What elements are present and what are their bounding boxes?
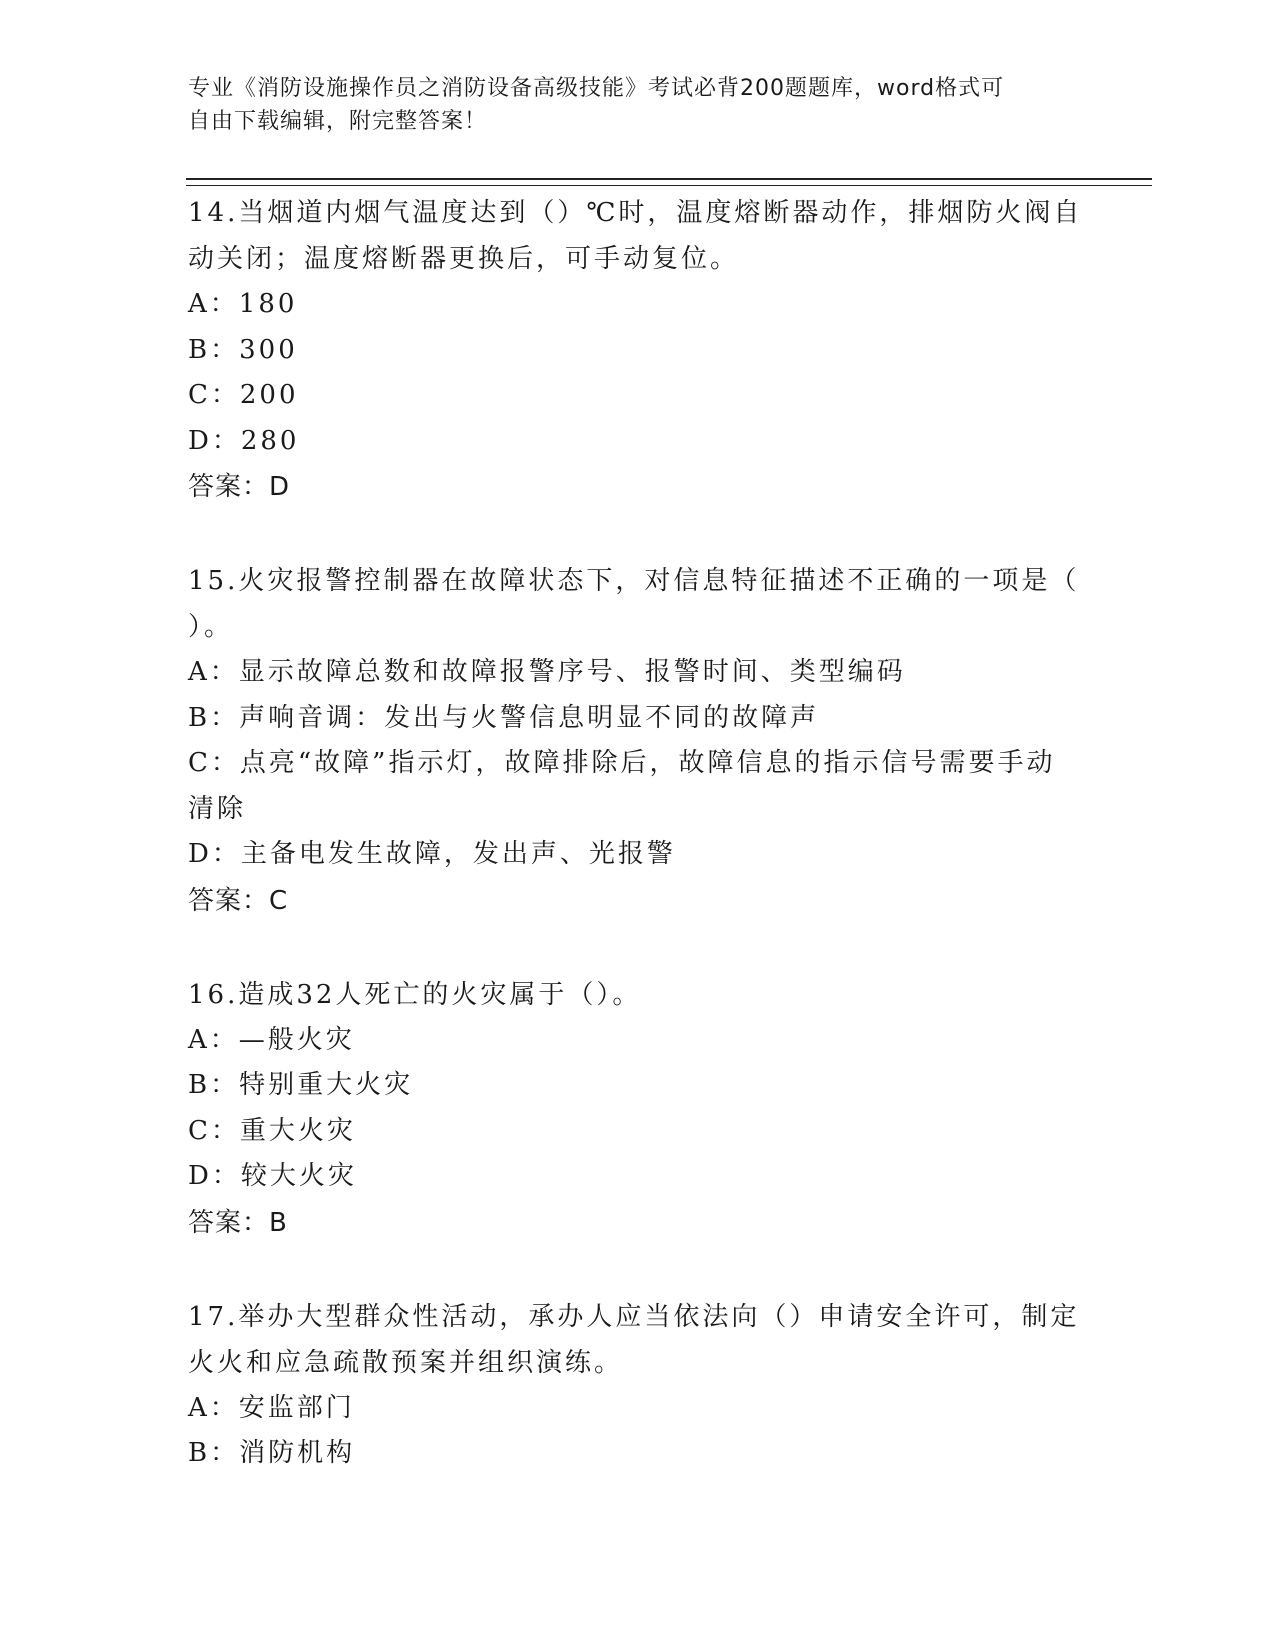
question-stem-line: 动关闭；温度熔断器更换后，可手动复位。	[188, 244, 740, 274]
option-a: A：安监部门	[188, 1392, 355, 1423]
option-d: D：主备电发生故障，发出声、光报警	[188, 839, 676, 869]
question-15	[188, 558, 1088, 924]
option-b: B：300	[188, 334, 298, 365]
answer-label: 答案：	[188, 885, 270, 916]
answer-line	[188, 464, 1088, 510]
option-d: D：较大火灾	[188, 1161, 357, 1191]
answer-label: 答案：	[188, 1207, 270, 1238]
question-stem-line: 17.举办大型群众性活动，承办人应当依法向（）申请安全许可，制定	[188, 1301, 1080, 1332]
answer-line	[188, 1200, 1088, 1246]
option-c: C：点亮“故障”指示灯，故障排除后，故障信息的指示信号需要手动	[188, 748, 1056, 778]
question-stem-line: 14.当烟道内烟气温度达到（）℃时，温度熔断器动作，排烟防火阀自	[188, 198, 1083, 228]
option-a: A：显示故障总数和故障报警序号、报警时间、类型编码	[188, 657, 906, 687]
option-c-continued: 清除	[188, 793, 247, 824]
option-b: B：消防机构	[188, 1438, 356, 1468]
question-stem-line: 16.造成32人死亡的火灾属于（）。	[188, 979, 642, 1010]
answer-label: 答案：	[188, 472, 270, 502]
header-line-1: 专业《消防设施操作员之消防设备高级技能》考试必背200题题库，word格式可	[188, 76, 1005, 101]
header-divider	[186, 178, 1152, 186]
question-stem-line: 15.火灾报警控制器在故障状态下，对信息特征描述不正确的一项是（	[188, 566, 1080, 596]
question-14	[188, 190, 1088, 510]
option-c: C：200	[188, 380, 299, 410]
question-17	[188, 1294, 1088, 1477]
question-stem-line: ）。	[188, 612, 234, 642]
question-list	[188, 190, 1088, 1525]
header-line-2: 自由下载编辑，附完整答案！	[188, 109, 488, 134]
answer-key: C	[269, 885, 288, 916]
option-d: D：280	[188, 425, 300, 456]
question-16	[188, 972, 1088, 1246]
option-b: B：特别重大火灾	[188, 1070, 414, 1100]
option-c: C：重大火灾	[188, 1115, 356, 1146]
option-a: A：180	[188, 289, 298, 319]
option-b: B：声响音调：发出与火警信息明显不同的故障声	[188, 702, 820, 733]
option-a: A：—般火灾	[188, 1024, 355, 1055]
answer-key: B	[269, 1207, 287, 1238]
answer-key: D	[269, 472, 290, 502]
question-stem-line: 火火和应急疏散预案并组织演练。	[188, 1347, 624, 1378]
page-header	[188, 72, 1068, 138]
answer-line	[188, 878, 1088, 924]
